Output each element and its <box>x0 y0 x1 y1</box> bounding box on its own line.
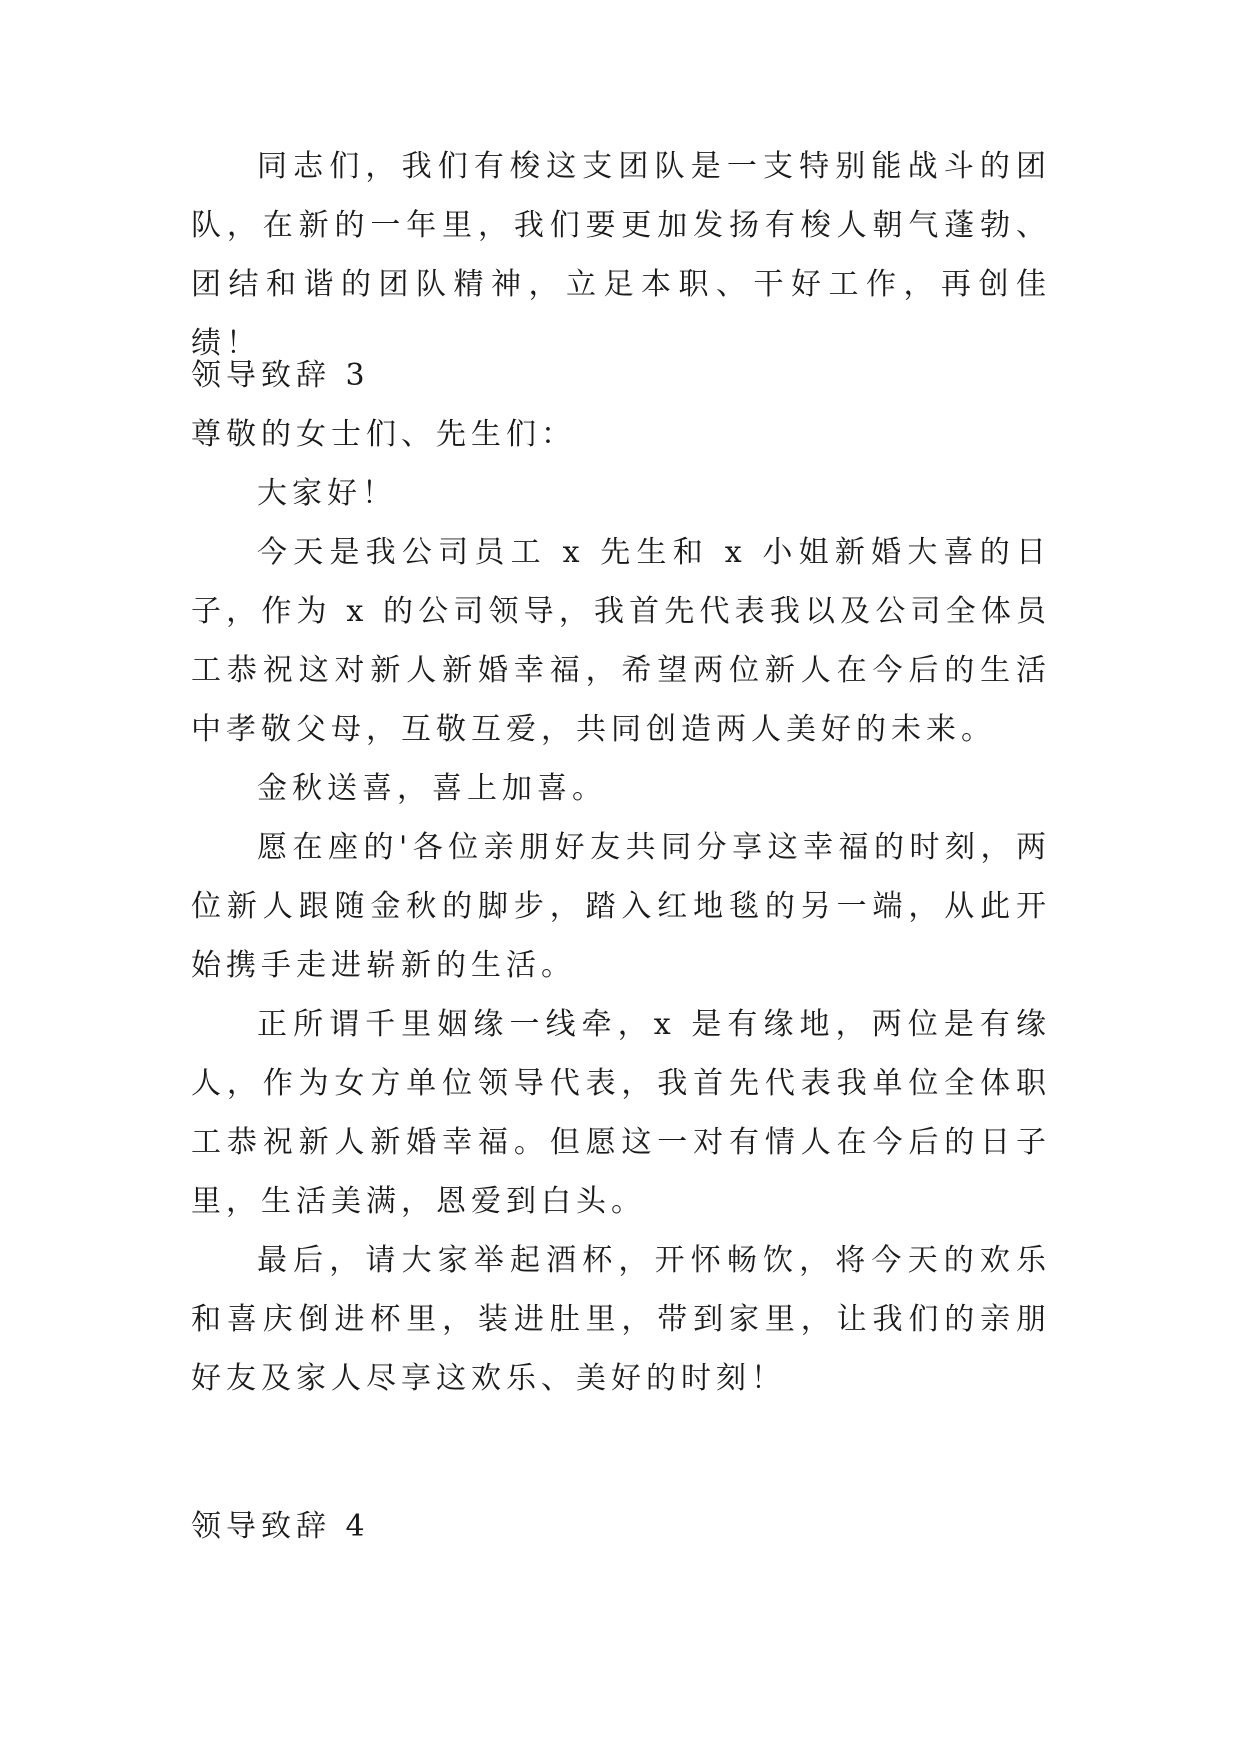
section2-closing <box>191 137 1051 373</box>
body-paragraph: 今天是我公司员工 x 先生和 x 小姐新婚大喜的日子，作为 x 的公司领导，我首先代表我以及公司全体员工恭祝这对新人新婚幸福，希望两位新人在今后的生活中孝敬父母，互敬互爱，共同创造两人美好的未来。 <box>191 535 1051 747</box>
body-paragraph: 愿在座的'各位亲朋好友共同分享这幸福的时刻，两位新人跟随金秋的脚步，踏入红地毯的另一端，从此开始携手走进崭新的生活。 <box>191 830 1051 983</box>
section4 <box>191 1497 1051 1556</box>
section-heading: 领导致辞 3 <box>191 358 370 393</box>
body-paragraph: 正所谓千里姻缘一线牵，x 是有缘地，两位是有缘人，作为女方单位领导代表，我首先代表我单位全体职工恭祝新人新婚幸福。但愿这一对有情人在今后的日子里，生活美满，恩爱到白头。 <box>191 1007 1051 1219</box>
body-paragraph: 最后，请大家举起酒杯，开怀畅饮，将今天的欢乐和喜庆倒进杯里，装进肚里，带到家里，让我们的亲朋好友及家人尽享这欢乐、美好的时刻！ <box>191 1243 1051 1396</box>
section3 <box>191 346 1051 1408</box>
greeting: 大家好！ <box>257 476 397 511</box>
section-heading: 领导致辞 4 <box>191 1509 370 1544</box>
salutation: 尊敬的女士们、先生们： <box>191 417 576 452</box>
body-paragraph: 同志们，我们有梭这支团队是一支特别能战斗的团队，在新的一年里，我们要更加发扬有梭人朝气蓬勃、团结和谐的团队精神，立足本职、干好工作，再创佳绩！ <box>191 149 1051 361</box>
body-paragraph: 金秋送喜，喜上加喜。 <box>257 771 607 806</box>
